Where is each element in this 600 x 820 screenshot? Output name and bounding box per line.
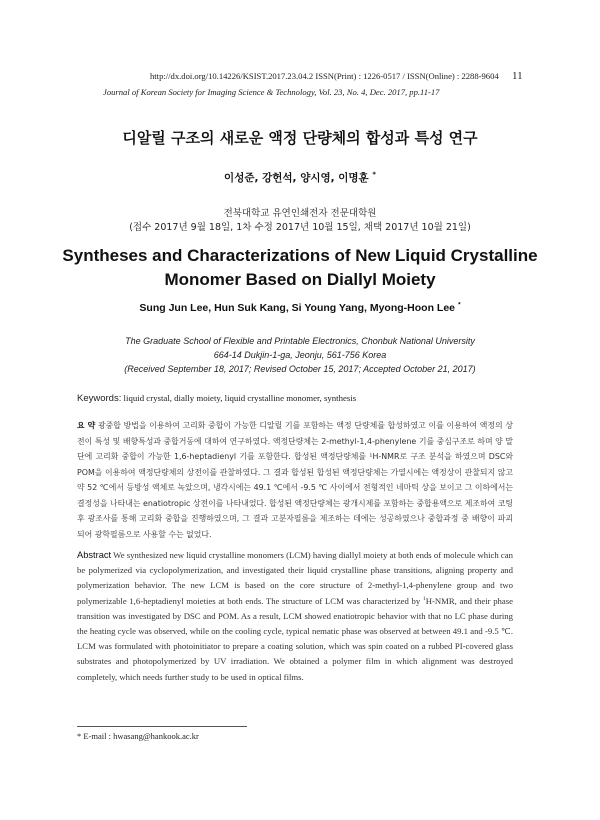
korean-received-dates: (접수 2017년 9월 18일, 1차 수정 2017년 10월 15일, 채택 2017년 10월 21일) [129, 222, 471, 233]
korean-abstract-label: 요 약 [77, 421, 96, 430]
doi-issn-line: http://dx.doi.org/10.14226/KSIST.2017.23.04.2 ISSN(Print) : 1226-0517 / ISSN(Online) : 2288-9604 [150, 71, 499, 81]
english-affiliation [0, 334, 600, 376]
english-authors [0, 302, 600, 314]
keywords [77, 393, 356, 404]
english-author-names: Sung Jun Lee, Hun Suk Kang, Si Young Yang, Myong-Hoon Lee [139, 302, 456, 314]
korean-authors [0, 170, 600, 185]
korean-affiliation: 전북대학교 유연인쇄전자 전문대학원 [223, 208, 377, 219]
journal-citation-line: Journal of Korean Society for Imaging Science & Technology, Vol. 23, No. 4, Dec. 2017, pp.11-17 [103, 87, 440, 97]
english-title-line-1: Syntheses and Characterizations of New Liquid Crystalline [62, 246, 538, 265]
english-received-dates: (Received September 18, 2017; Revised October 15, 2017; Accepted October 21, 2017) [124, 364, 476, 374]
corresponding-author-mark-english: * [457, 301, 461, 309]
korean-title: 디알릴 구조의 새로운 액정 단량체의 합성과 특성 연구 [122, 129, 478, 147]
footnote-email: * E-mail : hwasang@hankook.ac.kr [77, 731, 199, 741]
korean-abstract-text: 광중합 방법을 이용하여 고리화 중합이 가능한 디알릴 기를 포함하는 액정 단량체를 합성하였고 이를 이용하여 액정의 상전이 특성 및 배향특성과 중합거동에 대하여 연구하였다. 액정단량체는 2-methyl-1,4-phenylene 기를 중심구조로 하며 양 말단에 고리화 중합이 가능한 1,6-heptadienyl 기를 포함한다. 합성된 액정단량체를 ¹H-NMR로 구조 분석을 하였으며 DSC와 POM을 이용하여 액정단량체의 상전이를 관찰하였다. 그 결과 합성된 합성된 액정단량체는 가열시에는 액정상이 관찰되지 않고 약 52 ℃에서 등방성 액체로 녹았으며, 냉각시에는 49.1 ℃에서 -9.5 ℃ 사이에서 전형적인 네마틱 상을 보이고 그 이하에서는 결정성을 나타내는 enatiotropic 상전이를 나타내었다. 합성된 액정단량체는 광개시제를 포함하는 중합용액으로 제조하여 코팅 후 광조사를 통해 고리화 중합을 진행하였으며, 그 결과 고분자필름을 제조하는 데에는 성공하였으나 중합과정 중 배향이 파괴되어 광학필름으로 사용할 수는 없었다. [77, 421, 513, 539]
english-abstract [77, 548, 513, 685]
english-affiliation-line-1: The Graduate School of Flexible and Printable Electronics, Chonbuk National University [125, 336, 475, 346]
english-abstract-label: Abstract [77, 550, 112, 560]
english-abstract-text-2: H-NMR, and their phase transition was investigated by DSC and POM. As a result, LCM showed enatiotropic behavior with that no LC phase during the heating cycle was observed, while on the cooling cycle, typical nematic phase was observed at between 49.1 and -9.5 ℃. LCM was formulated with photoinitiator to prepare a coating solution, which was spin coated on a rubbed PI-covered glass substrates and photopolymerized by UV irradiation. We obtained a polymer film in which alignment was destroyed completely, which needs further study to be used in optical films. [77, 595, 513, 682]
korean-author-names: 이성준, 강헌석, 양시영, 이명훈 [224, 172, 369, 184]
english-affiliation-line-2: 664-14 Dukjin-1-ga, Jeonju, 561-756 Korea [213, 350, 387, 360]
keywords-text: liquid crystal, dially moiety, liquid crystalline monomer, synthesis [121, 393, 357, 403]
korean-abstract [77, 418, 513, 542]
english-title [0, 244, 600, 292]
corresponding-author-mark: * [372, 170, 376, 179]
footnote-divider [77, 726, 247, 727]
keywords-label: Keywords: [77, 393, 122, 404]
page-number: 11 [512, 70, 523, 82]
english-abstract-text-1: We synthesized new liquid crystalline monomers (LCM) having diallyl moiety at both ends of molecule which can be polymerized via cyclopolymerization, and investigated their liquid crystalline phase transitions, aligning property and polymerization behavior. The new LCM is based on the core structure of 2-methyl-1,4-phenylene group and two polymerizable 1,6-heptadienyl moieties at both ends. The structure of LCM was characterized by [77, 550, 513, 606]
nmr-superscript: 1 [422, 595, 426, 602]
english-title-line-2: Monomer Based on Diallyl Moiety [164, 270, 436, 289]
